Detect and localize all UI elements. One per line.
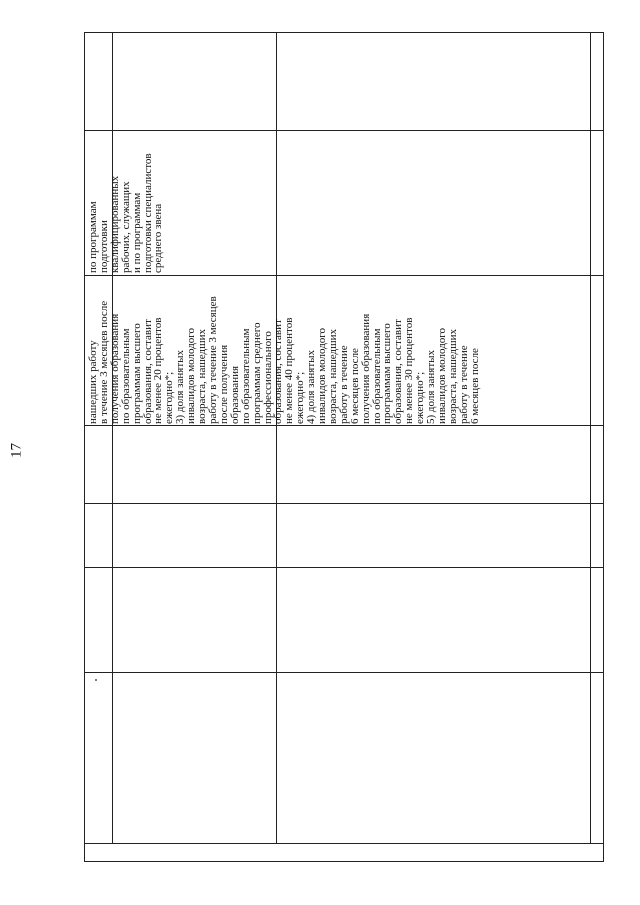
column-divider (590, 32, 591, 844)
scan-speck (95, 679, 97, 681)
row-divider (84, 567, 604, 568)
program-cell-text: по программам подготовки квалифицированных рабочих, служащих и по программам подготовки специалистов среднего звена (87, 153, 165, 273)
row-divider (84, 503, 604, 504)
row-divider (84, 425, 604, 426)
row-divider (84, 843, 604, 844)
column-divider (276, 32, 277, 844)
row-divider (84, 130, 604, 131)
row-divider (84, 672, 604, 673)
indicator-cell-text: нашедших работу в течение 3 месяцев после получения образования по образовательным программам высшего образования, составит не менее 20 процентов ежегодно*; 3) доля занятых инвалидов молодого возраста, нашедших работу в течение 3 месяцев после получения образования по образовательным программам среднего профессионального образования, составит не менее 40 процентов ежегодно*; 4) доля занятых инвалидов молодого возраста, нашедших работу в течение 6 месяцев после получения образования по образовательным программам высшего образования, составит не менее 30 процентов ежегодно*; 5) доля занятых инвалидов молодого возраста, нашедших работу в течение 6 месяцев после (87, 296, 481, 424)
row-divider (84, 275, 604, 276)
page-number: 17 (8, 443, 25, 458)
